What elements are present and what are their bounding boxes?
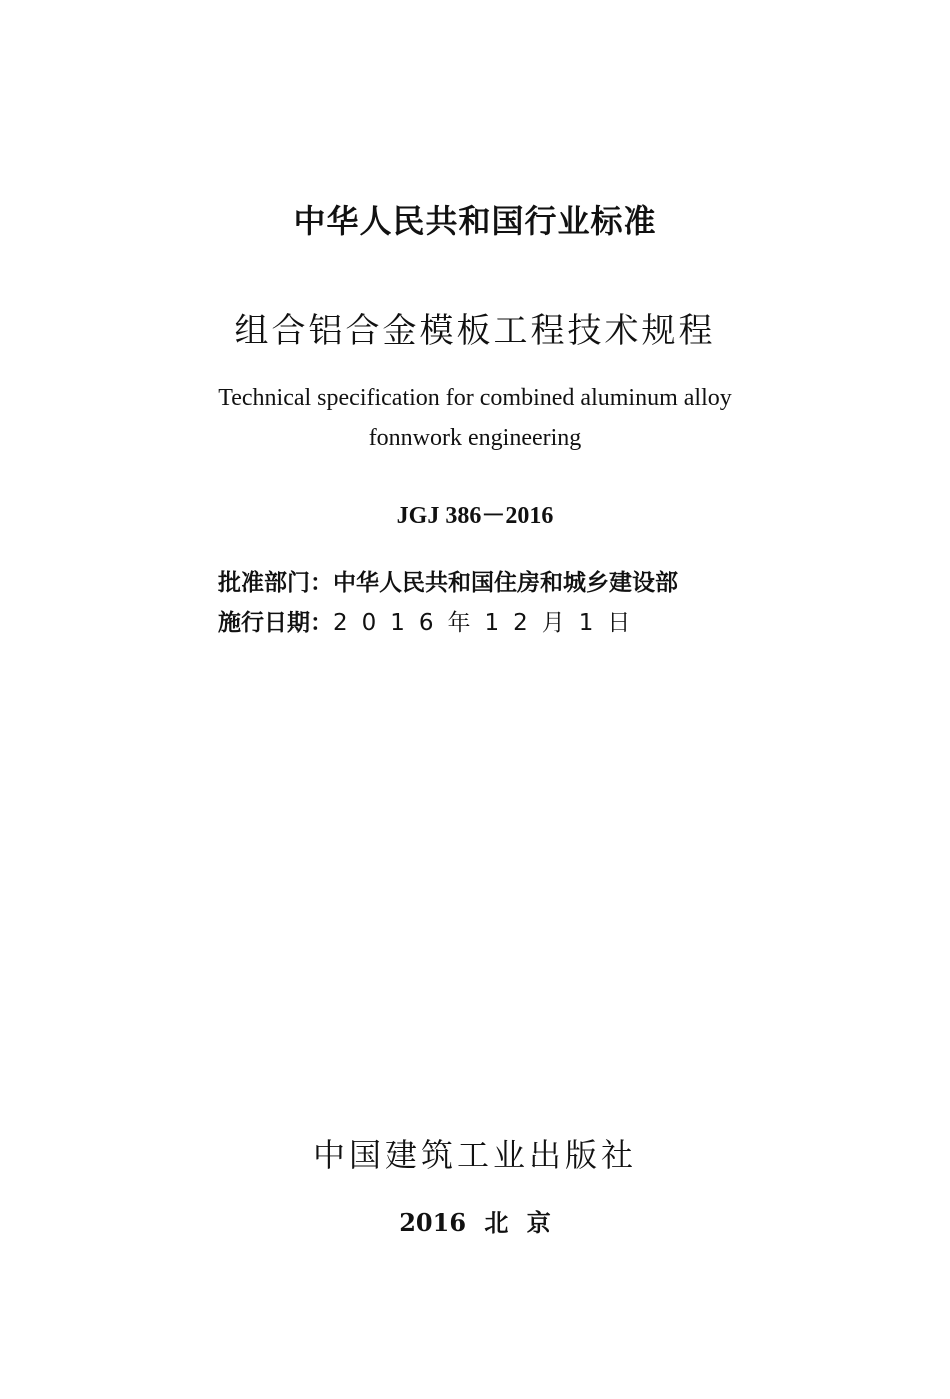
effective-date — [218, 604, 644, 637]
title-english-line-2: fonnwork engineering — [368, 425, 582, 451]
title-english-line-1: Technical specification for combined aluminum alloy — [218, 385, 732, 411]
publisher: 中国建筑工业出版社 — [312, 1136, 637, 1174]
standard-type: 中华人民共和国行业标准 — [293, 202, 657, 240]
effective-date-label: 施行日期： — [218, 610, 333, 636]
approval-label: 批准部门： — [218, 570, 333, 596]
imprint: 2016 北 京 — [399, 1208, 551, 1237]
approval-value: 中华人民共和国住房和城乡建设部 — [333, 570, 678, 596]
effective-date-value: 2016年12月1日 — [333, 610, 645, 636]
title-chinese: 组合铝合金模板工程技术规程 — [234, 311, 716, 351]
standard-code: JGJ 386－2016 — [396, 503, 554, 529]
approval-department — [218, 564, 678, 597]
